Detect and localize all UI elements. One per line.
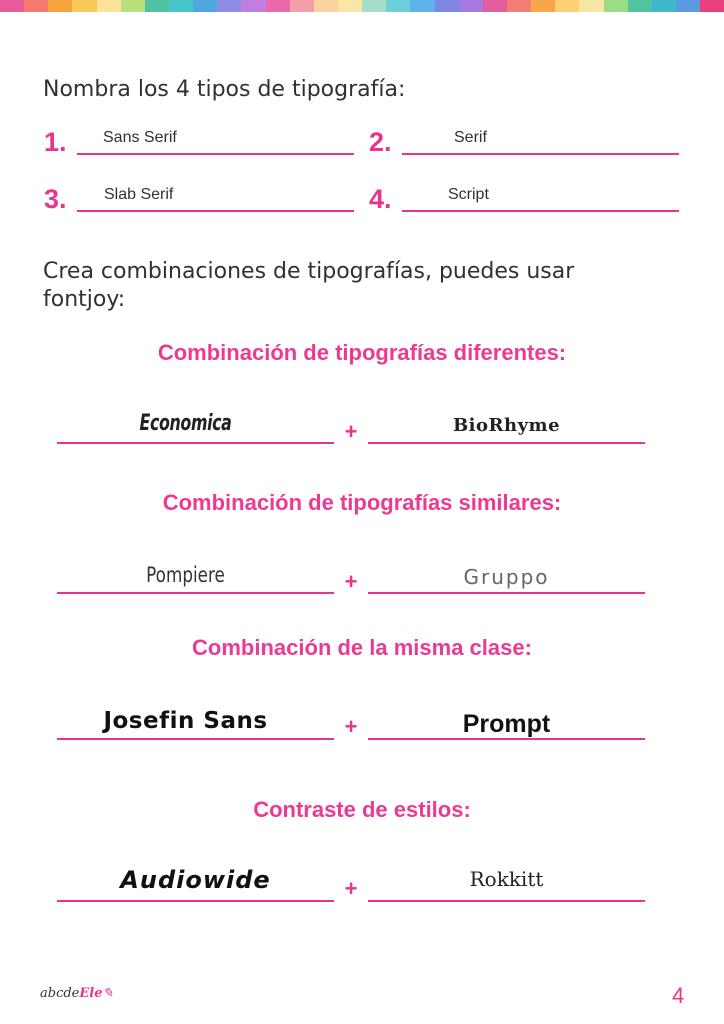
combo-line-left-4[interactable]: [57, 900, 334, 902]
answer-line-3[interactable]: [77, 210, 354, 212]
item-number-1: 1.: [44, 127, 67, 157]
heading-style-contrast: Contraste de estilos:: [253, 797, 471, 822]
combo-font-right-4: Rokkitt: [469, 867, 544, 891]
page-number: 4: [672, 983, 685, 1008]
combo-line-left-3[interactable]: [57, 738, 334, 740]
combo-font-right-2: Gruppo: [463, 565, 550, 589]
stripe-segment: [121, 0, 145, 12]
stripe-segment: [652, 0, 676, 12]
stripe-segment: [0, 0, 24, 12]
answer-line-1[interactable]: [77, 153, 354, 155]
stripe-segment: [24, 0, 48, 12]
combo-font-left-1: Economica: [139, 411, 232, 436]
combo-line-right-1[interactable]: [368, 442, 645, 444]
stripe-segment: [217, 0, 241, 12]
stripe-segment: [507, 0, 531, 12]
plus-sign-4: +: [344, 876, 358, 901]
stripe-segment: [241, 0, 265, 12]
question-name-typeface-types: Nombra los 4 tipos de tipografía:: [43, 77, 406, 102]
stripe-segment: [555, 0, 579, 12]
stripe-segment: [386, 0, 410, 12]
stripe-segment: [362, 0, 386, 12]
answer-line-4[interactable]: [402, 210, 679, 212]
stripe-segment: [72, 0, 96, 12]
stripe-segment: [628, 0, 652, 12]
stripe-segment: [314, 0, 338, 12]
item-number-3: 3.: [44, 184, 67, 214]
stripe-segment: [193, 0, 217, 12]
pencil-icon: ✎: [102, 986, 114, 1001]
answer-2: Serif: [454, 129, 487, 146]
stripe-segment: [604, 0, 628, 12]
stripe-segment: [700, 0, 724, 12]
stripe-segment: [290, 0, 314, 12]
combo-line-right-4[interactable]: [368, 900, 645, 902]
plus-sign-1: +: [344, 419, 358, 444]
stripe-segment: [676, 0, 700, 12]
answer-3: Slab Serif: [104, 186, 174, 203]
stripe-segment: [266, 0, 290, 12]
combo-line-left-1[interactable]: [57, 442, 334, 444]
stripe-segment: [531, 0, 555, 12]
stripe-segment: [579, 0, 603, 12]
answer-line-2[interactable]: [402, 153, 679, 155]
combo-font-left-3: Josefin Sans: [103, 708, 268, 734]
combo-font-left-2: Pompiere: [146, 563, 225, 587]
decorative-color-stripe: [0, 0, 724, 12]
answer-1: Sans Serif: [103, 129, 177, 146]
stripe-segment: [483, 0, 507, 12]
item-number-4: 4.: [369, 184, 392, 214]
answer-4: Script: [448, 186, 489, 203]
stripe-segment: [145, 0, 169, 12]
combo-line-right-2[interactable]: [368, 592, 645, 594]
combo-line-left-2[interactable]: [57, 592, 334, 594]
stripe-segment: [410, 0, 434, 12]
stripe-segment: [169, 0, 193, 12]
combo-font-right-3: Prompt: [462, 710, 551, 738]
question-create-combinations: Crea combinaciones de tipografías, puedes usar fontjoy:: [43, 259, 575, 312]
stripe-segment: [435, 0, 459, 12]
plus-sign-3: +: [344, 714, 358, 739]
item-number-2: 2.: [369, 127, 392, 157]
stripe-segment: [48, 0, 72, 12]
stripe-segment: [459, 0, 483, 12]
combo-font-right-1: BioRhyme: [452, 415, 561, 436]
stripe-segment: [97, 0, 121, 12]
stripe-segment: [338, 0, 362, 12]
abcdeele-logo: abcdeEle✎: [40, 986, 114, 1001]
heading-same-class-combination: Combinación de la misma clase:: [192, 635, 532, 660]
heading-different-combination: Combinación de tipografías diferentes:: [157, 340, 567, 365]
heading-similar-combination: Combinación de tipografías similares:: [162, 490, 562, 515]
plus-sign-2: +: [344, 569, 358, 594]
combo-font-left-4: Audiowide: [120, 866, 271, 894]
